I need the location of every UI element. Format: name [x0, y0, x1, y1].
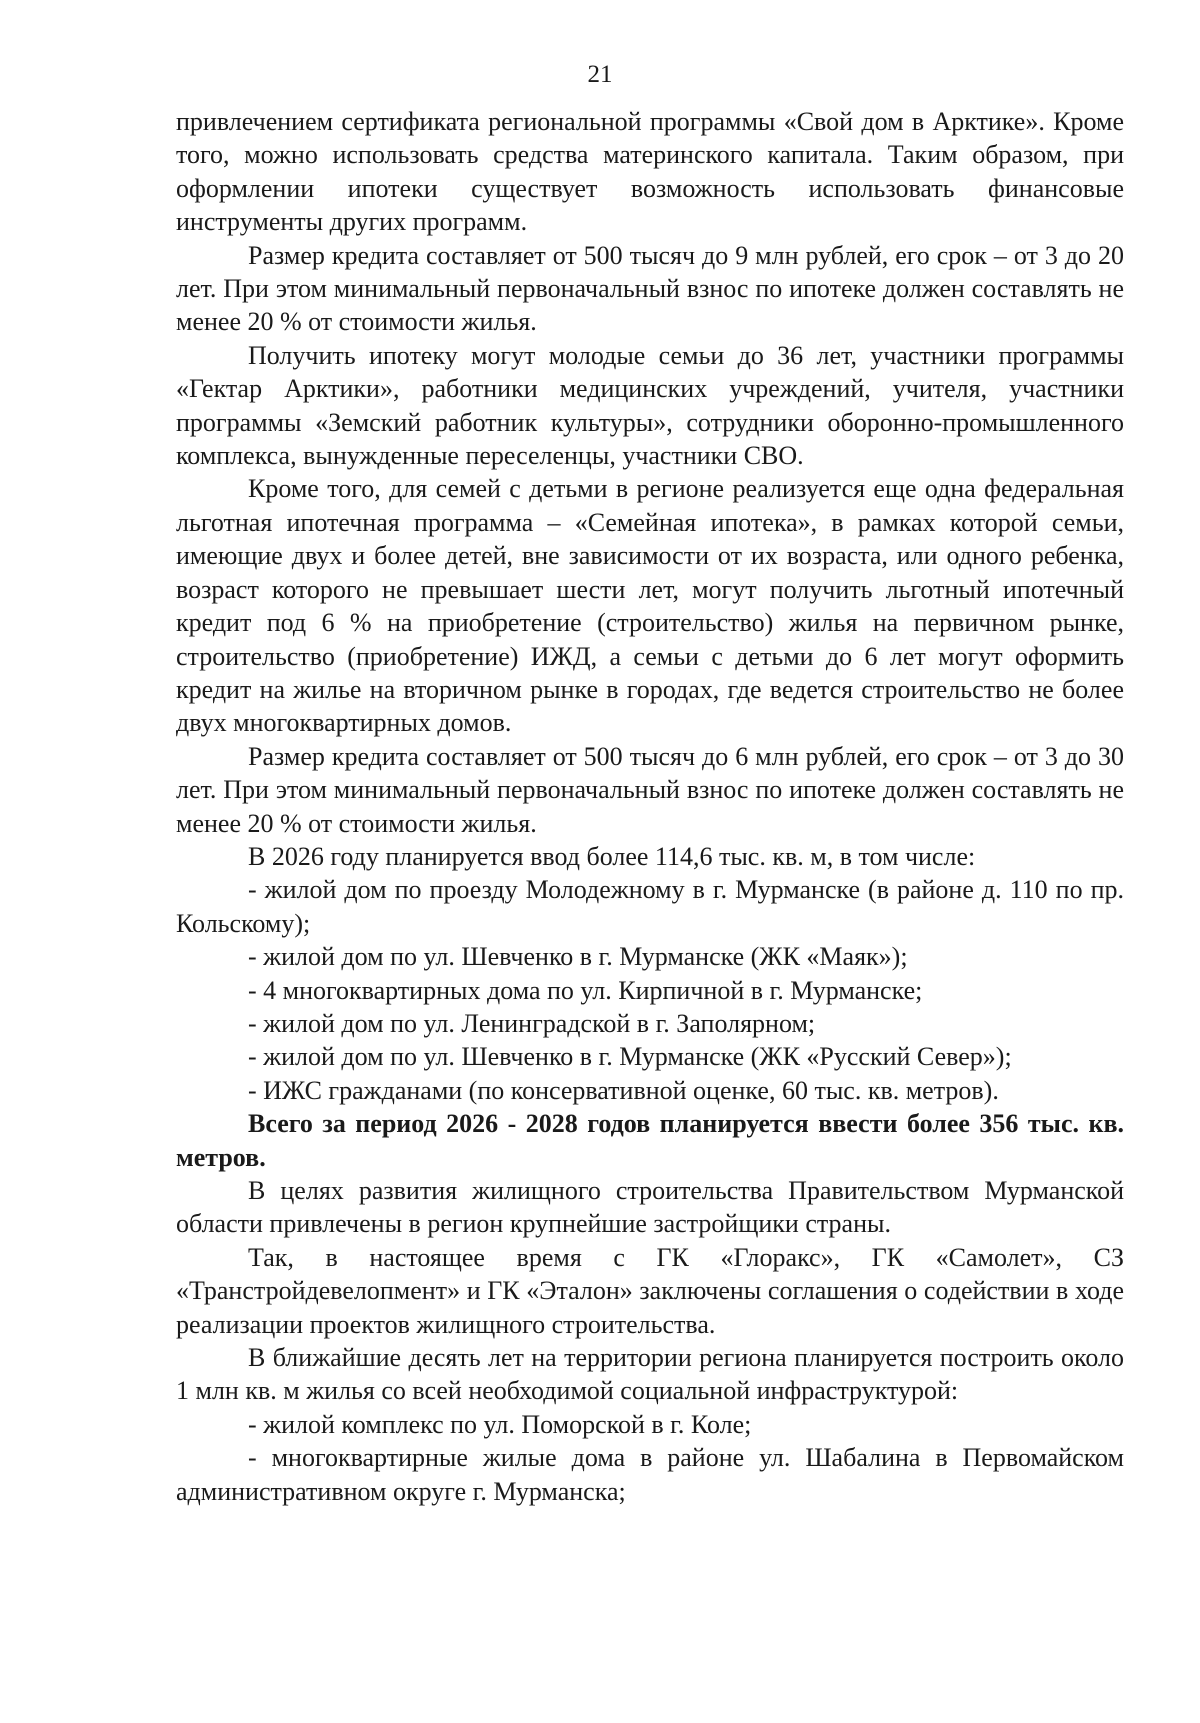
document-body	[176, 105, 1124, 1508]
paragraph-loan-size-family: Размер кредита составляет от 500 тысяч до 6 млн рублей, его срок – от 3 до 30 лет. При этом минимальный первоначальный взнос по ипотеке должен составлять не менее 20 % от стоимости жилья.	[176, 741, 1124, 838]
list-item: - жилой дом по проезду Молодежному в г. Мурманске (в районе д. 110 по пр. Кольскому);	[176, 875, 1124, 938]
paragraph-2026-plan: В 2026 году планируется ввод более 114,6 тыс. кв. м, в том числе:	[248, 841, 976, 871]
list-item: - многоквартирные жилые дома в районе ул. Шабалина в Первомайском административном округе г. Мурманска;	[176, 1443, 1124, 1506]
list-item: - жилой дом по ул. Шевченко в г. Мурманске (ЖК «Маяк»);	[248, 942, 908, 972]
list-item: - жилой дом по ул. Шевченко в г. Мурманске (ЖК «Русский Север»);	[248, 1042, 1012, 1072]
paragraph-eligible-borrowers: Получить ипотеку могут молодые семьи до 36 лет, участники программы «Гектар Арктики», работники медицинских учреждений, учителя, участники программы «Земский работник культуры», сотрудники оборонно-промышленного комплекса, вынужденные переселенцы, участники СВО.	[176, 340, 1124, 471]
paragraph-total-summary: Всего за период 2026 - 2028 годов планируется ввести более 356 тыс. кв. метров.	[176, 1109, 1124, 1172]
paragraph-certificate: привлечением сертификата региональной программы «Свой дом в Арктике». Кроме того, можно использовать средства материнского капитала. Таким образом, при оформлении ипотеки существует возможность использовать финансовые инструменты других программ.	[176, 107, 1124, 237]
list-item: - 4 многоквартирных дома по ул. Кирпичной в г. Мурманске;	[248, 975, 923, 1005]
paragraph-developers: В целях развития жилищного строительства Правительством Мурманской области привлечены в регион крупнейшие застройщики страны.	[176, 1176, 1124, 1239]
paragraph-agreements: Так, в настоящее время с ГК «Глоракс», ГК «Самолет», СЗ «Транстройдевелопмент» и ГК «Эталон» заключены соглашения о содействии в ходе реализации проектов жилищного строительства.	[176, 1242, 1124, 1339]
list-item: - ИЖС гражданами (по консервативной оценке, 60 тыс. кв. метров).	[248, 1075, 999, 1105]
list-item: - жилой дом по ул. Ленинградской в г. Заполярном;	[248, 1008, 816, 1038]
page-number: 21	[587, 61, 613, 88]
paragraph-loan-size-arctic: Размер кредита составляет от 500 тысяч до 9 млн рублей, его срок – от 3 до 20 лет. При этом минимальный первоначальный взнос по ипотеке должен составлять не менее 20 % от стоимости жилья.	[176, 240, 1124, 337]
list-item: - жилой комплекс по ул. Поморской в г. Коле;	[248, 1409, 752, 1439]
paragraph-family-mortgage: Кроме того, для семей с детьми в регионе реализуется еще одна федеральная льготная ипотечная программа – «Семейная ипотека», в рамках которой семьи, имеющие двух и более детей, вне зависимости от их возраста, или одного ребенка, возраст которого не превышает шести лет, могут получить льготный ипотечный кредит под 6 % на приобретение (строительство) жилья на первичном рынке, строительство (приобретение) ИЖД, а семьи с детьми до 6 лет могут оформить кредит на жилье на вторичном рынке в городах, где ведется строительство не более двух многоквартирных домов.	[176, 474, 1124, 738]
paragraph-ten-year-plan: В ближайшие десять лет на территории региона планируется построить около 1 млн кв. м жилья со всей необходимой социальной инфраструктурой:	[176, 1343, 1124, 1406]
